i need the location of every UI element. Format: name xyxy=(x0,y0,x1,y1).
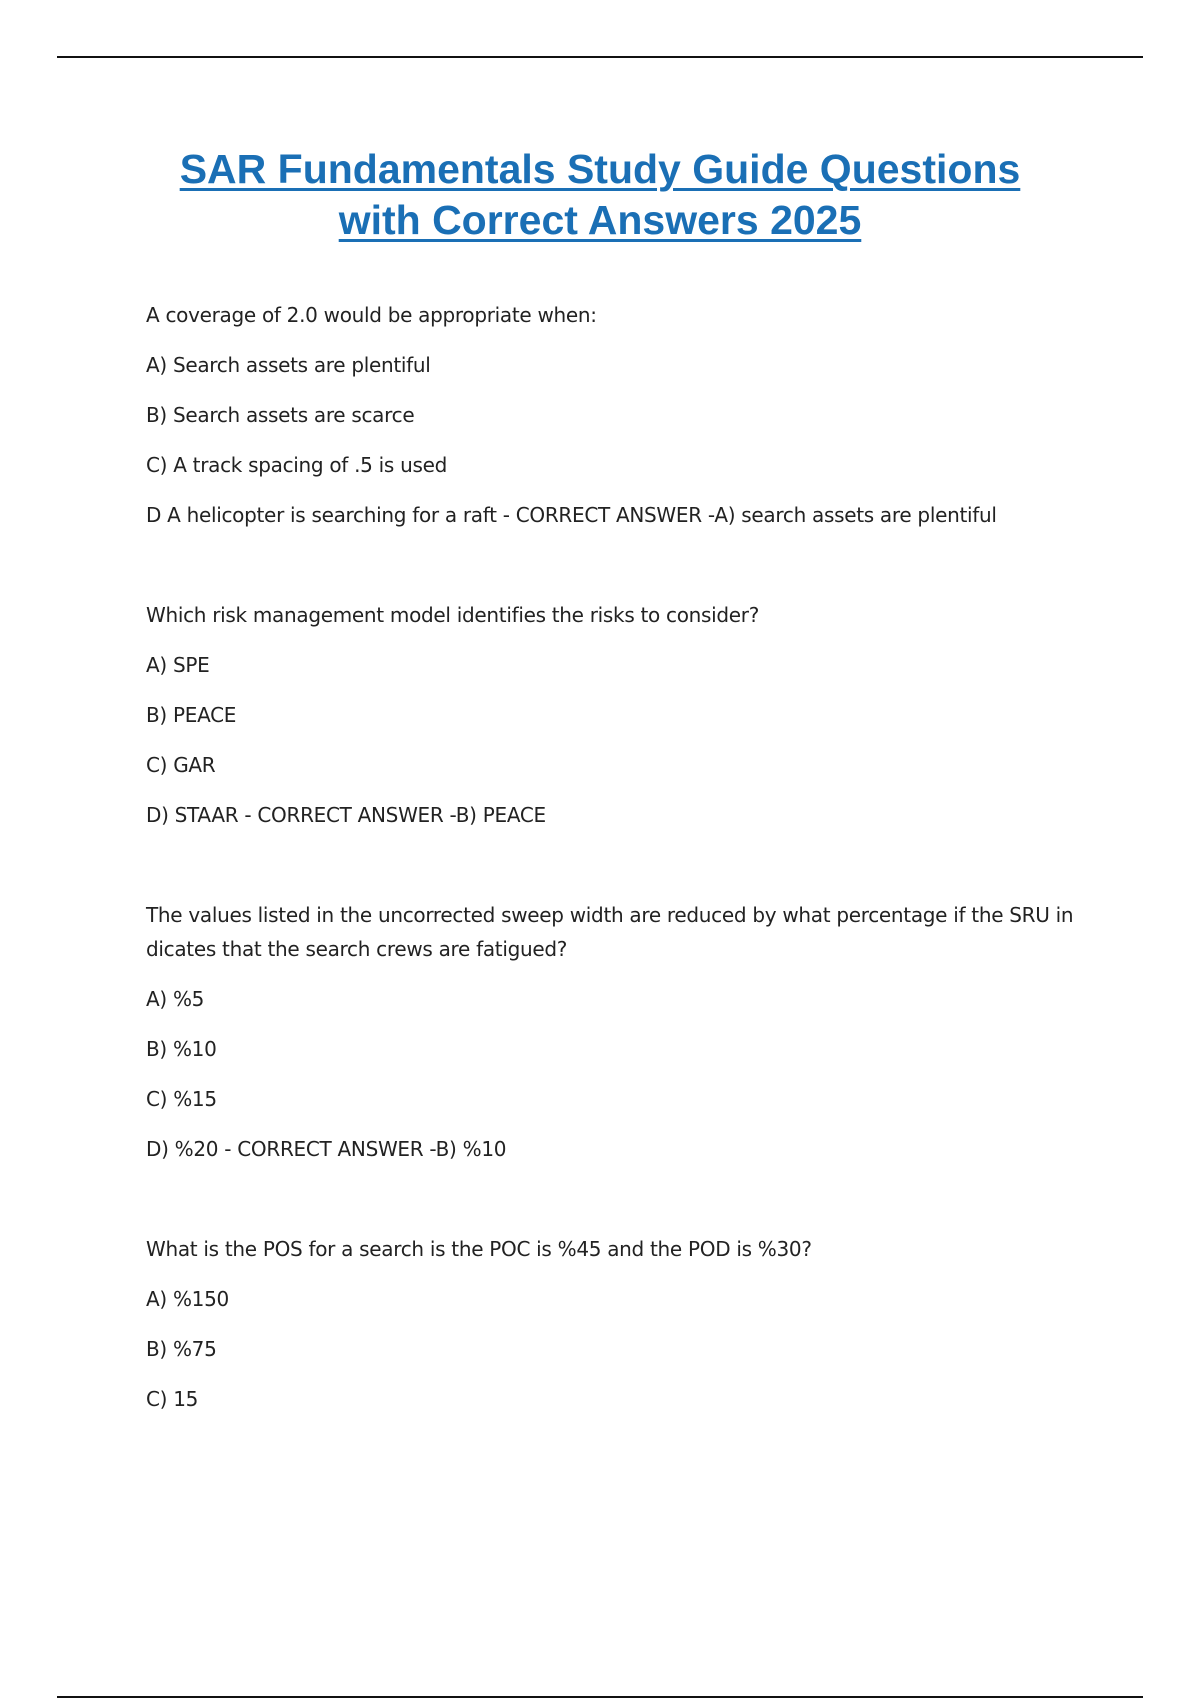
question-block xyxy=(146,898,1096,1166)
answer-option: B) Search assets are scarce xyxy=(146,403,415,427)
answer-option: C) GAR xyxy=(146,753,216,777)
answer-option-with-correct-answer: D) STAAR - CORRECT ANSWER -B) PEACE xyxy=(146,803,546,827)
answer-option: C) A track spacing of .5 is used xyxy=(146,453,447,477)
answer-option: A) Search assets are plentiful xyxy=(146,353,431,377)
answer-option-with-correct-answer: D) %20 - CORRECT ANSWER -B) %10 xyxy=(146,1137,507,1161)
question-text: What is the POS for a search is the POC is %45 and the POD is %30? xyxy=(146,1237,812,1261)
answer-option: A) %150 xyxy=(146,1287,229,1311)
answer-option: B) %75 xyxy=(146,1337,217,1361)
answer-option: C) %15 xyxy=(146,1087,217,1111)
footer-rule xyxy=(57,1696,1143,1698)
answer-option-with-correct-answer: D A helicopter is searching for a raft - CORRECT ANSWER -A) search assets are plentiful xyxy=(146,503,997,527)
page-title xyxy=(100,144,1100,246)
question-list xyxy=(146,298,1096,1482)
question-block xyxy=(146,1232,1096,1416)
question-block xyxy=(146,298,1096,532)
answer-option: B) %10 xyxy=(146,1037,217,1061)
answer-option: A) SPE xyxy=(146,653,210,677)
question-text: A coverage of 2.0 would be appropriate when: xyxy=(146,303,597,327)
question-block xyxy=(146,598,1096,832)
header-rule xyxy=(57,56,1143,58)
answer-option: A) %5 xyxy=(146,987,205,1011)
question-text: Which risk management model identifies the risks to consider? xyxy=(146,603,760,627)
page-title-line-1: SAR Fundamentals Study Guide Questions xyxy=(179,146,1021,192)
question-text: The values listed in the uncorrected sweep width are reduced by what percentage if the SRU in dicates that the search crews are fatigued? xyxy=(146,903,1074,961)
answer-option: C) 15 xyxy=(146,1387,199,1411)
page-title-line-2: with Correct Answers 2025 xyxy=(338,197,862,243)
answer-option: B) PEACE xyxy=(146,703,237,727)
